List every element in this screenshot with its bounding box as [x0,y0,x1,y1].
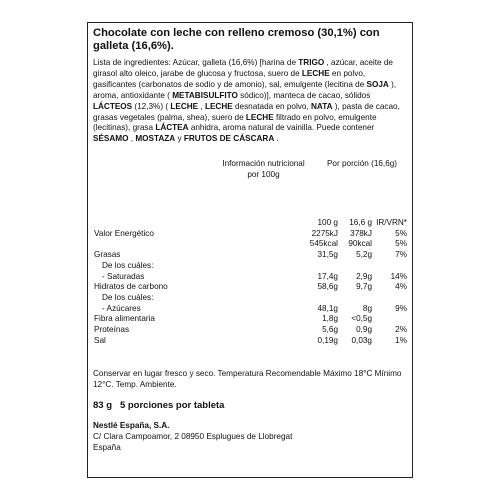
allergen-text: NATA [311,101,333,111]
ingredient-text: filtrado en polvo, emulgente (lecitinas), grasa [93,112,377,133]
ingredient-text: , [198,101,205,111]
nutrition-row [88,238,414,249]
ingredients-list [93,58,409,145]
nutrient-label: Proteínas [94,325,130,334]
value-per-portion: 5,2g [356,250,372,260]
nutrition-row [88,260,414,271]
value-per-100g: 1,8g [322,314,338,324]
company-name: Nestlé España, S.A. [93,421,170,430]
allergen-text: LECHE [301,68,330,78]
nutrient-label: Sal [94,335,106,345]
allergen-text: TRIGO [298,58,325,67]
value-per-portion: 8g [362,303,372,313]
value-per-100g: 100 g [317,218,338,227]
nutrient-label: Valor Energético [94,228,154,238]
allergen-text: LÁCTEA [155,123,189,133]
value-per-portion: 16,6 g [349,218,372,227]
value-per-100g: 17,4g [317,271,338,281]
allergen-text: METABISULFITO [172,90,238,100]
nutrition-row [88,335,414,346]
allergen-text: SOJA [366,79,389,89]
nutrition-row [88,281,414,292]
net-weight: 83 g [93,400,113,411]
nutrition-row [88,313,414,324]
ingredient-text: y [175,134,184,144]
nutrient-label: De los cuáles: [102,260,154,270]
ir-percentage: 2% [395,325,407,334]
ingredient-text: , [128,134,136,144]
value-per-portion: 378kJ [350,228,372,238]
value-per-100g: 31,5g [317,250,338,260]
nutrient-label: - Saturadas [102,271,145,281]
nutrition-row [88,303,414,314]
nutrient-label: Grasas [94,250,121,260]
ir-percentage: 9% [395,303,407,313]
nutrition-row [88,249,414,260]
ingredient-text: (12,3%) ( [132,101,171,111]
ingredient-text: anhidra, aroma natural de vainilla. Puede contener [188,123,375,133]
storage-instructions: Conservar en lugar fresco y seco. Temperatura Recomendable Máximo 18°C Mínimo 12°C. Temp. Ambiente. [93,369,402,389]
company-country: España [93,443,121,452]
allergen-text: LECHE [204,101,233,111]
nutrient-label: Fibra alimentaria [94,314,155,324]
value-per-100g: 2275kJ [311,228,338,238]
ingredient-text: , azúcar, aceite de girasol alto oleico, jarabe de glucosa y fructosa, suero de [93,58,393,78]
nutrition-header-per-portion: Por porción (16,6g) [326,159,398,168]
nutrient-label: De los cuáles: [102,292,154,302]
nutrient-label: Hidratos de carbono [94,282,168,292]
nutrient-label: - Azúcares [102,303,141,313]
ir-percentage: 5% [395,228,407,238]
value-per-portion: 90kcal [348,239,372,249]
ir-percentage: 1% [395,335,407,345]
value-per-portion: 2,9g [356,271,372,281]
value-per-100g: 545kcal [309,239,338,249]
value-per-portion: 0,03g [351,335,372,345]
company-info [93,420,292,453]
ir-percentage: 5% [395,239,407,249]
value-per-100g: 0,19g [317,335,338,345]
nutrition-row [88,217,414,228]
company-address: C/ Clara Campoamor, 2 08950 Esplugues de Llobregat [93,432,293,441]
allergen-text: MOSTAZA [135,134,176,144]
value-per-100g: 58,6g [317,282,338,292]
nutrition-row [88,292,414,303]
ingredient-text: desnatada en polvo, [232,101,311,111]
product-label-card [87,22,413,478]
value-per-100g: 48,1g [317,303,338,313]
ingredient-text: . [274,134,279,144]
ir-percentage: IR/VRN* [376,218,407,227]
nutrition-row [88,324,414,335]
ir-percentage: 4% [395,282,407,292]
value-per-100g: 5,6g [322,325,338,334]
ingredient-text: ), pasta de cacao, grasas vegetales (palma, shea), suero de [93,101,400,122]
ingredient-text: en polvo, gasificantes (carbonatos de sodio y de amonio), sal, emulgente (lecitina de [93,68,367,89]
ingredient-text: sódico)], manteca de cacao, sólidos [237,90,371,100]
package-info [93,400,224,411]
ir-percentage: 14% [390,271,407,281]
ingredient-text: Lista de ingredientes: Azúcar, galleta (16,6%) [harina de [93,58,299,67]
ir-percentage: 7% [395,250,407,260]
allergen-text: LÁCTEOS [93,101,133,111]
value-per-portion: 0,9g [356,325,372,334]
product-title: Chocolate con leche con relleno cremoso (30,1%) con galleta (16,6%). [93,27,380,52]
ingredient-text: ), aroma, antioxidante ( [93,79,397,100]
value-per-portion: <0,5g [351,314,372,324]
nutrition-row [88,271,414,282]
allergen-text: LECHE [245,112,274,122]
nutrition-row [88,228,414,239]
allergen-text: SÉSAMO [93,134,129,144]
allergen-text: LECHE [170,101,199,111]
nutrition-header-per-100g: Información nutricional por 100g [222,159,305,179]
allergen-text: FRUTOS DE CÁSCARA [183,134,275,144]
value-per-portion: 9,7g [356,282,372,292]
portions-count: 5 porciones por tableta [119,400,225,411]
